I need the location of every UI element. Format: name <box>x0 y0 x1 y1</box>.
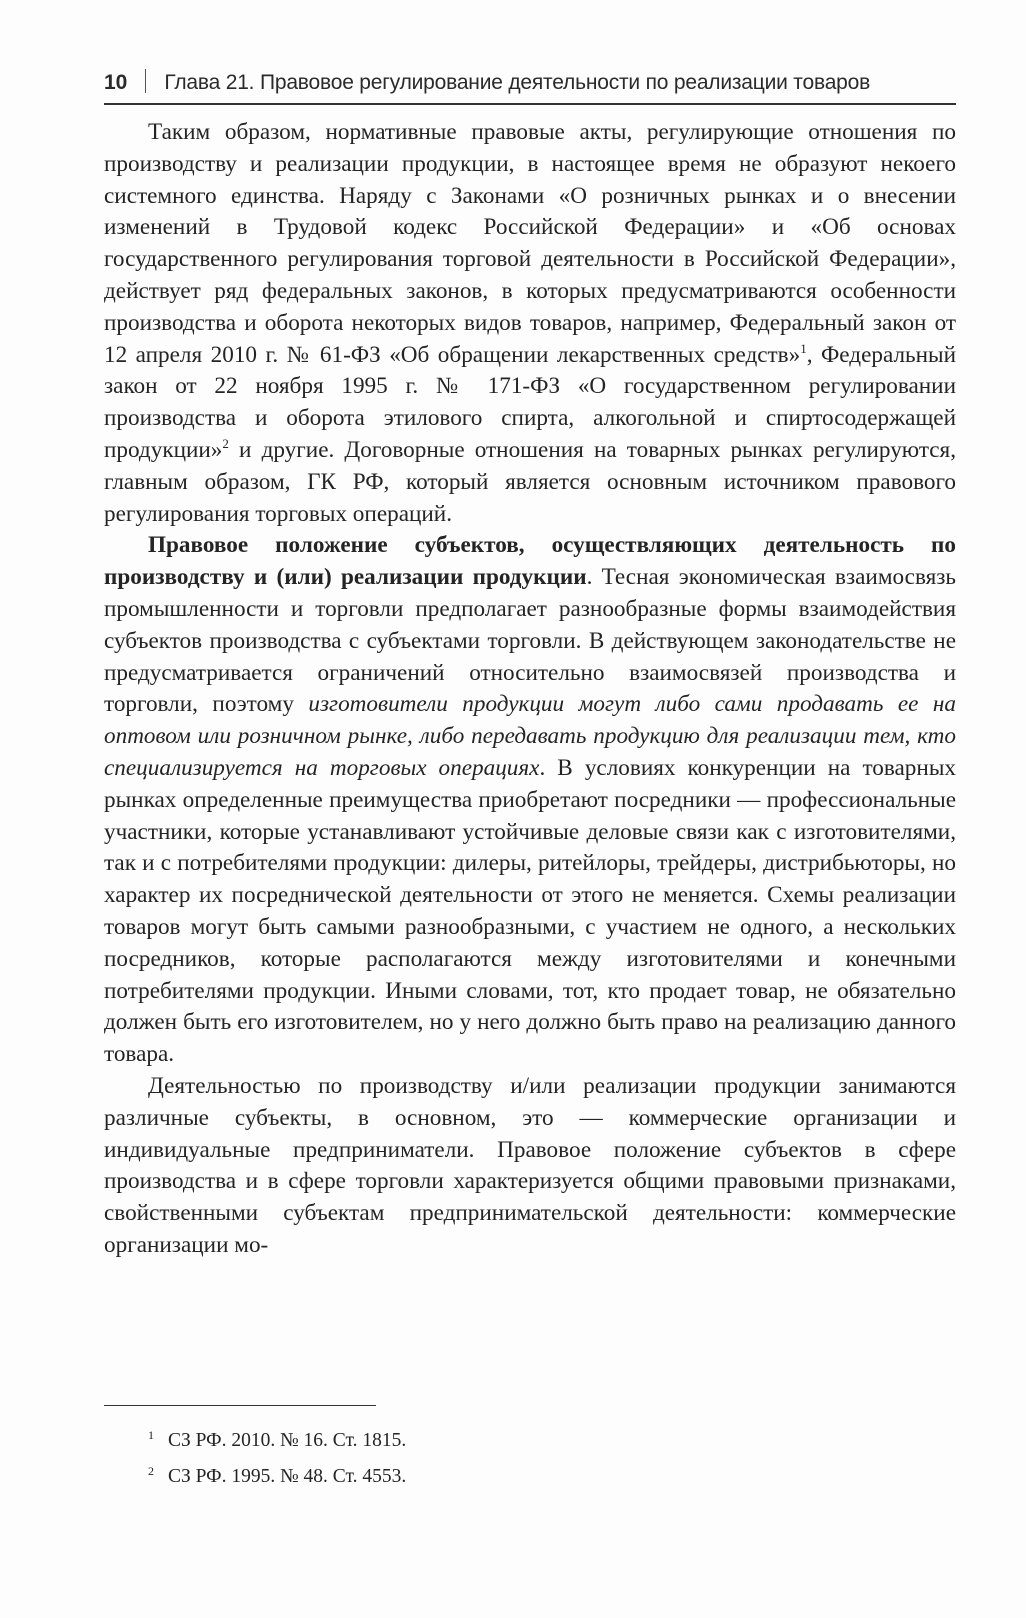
footnote-mark: 2 <box>148 1464 154 1478</box>
footnote-ref-1: 1 <box>800 340 807 356</box>
paragraph-1 <box>104 117 956 530</box>
paragraph-2-text-a: . Тесная экономическая взаимосвязь промышленности и торговли предполагает разнообразные формы взаимодействия субъектов производства с субъектами торговли. В действующем законодательстве не предусматривается ограничений относительно взаимосвязей производства и торговли, поэтому <box>104 564 957 718</box>
footnote-mark: 1 <box>148 1428 154 1442</box>
paragraph-2-bold-lead: Правовое положение субъектов, осуществляющих деятельность по производству и (или) реализации продукции <box>104 532 956 591</box>
paragraph-2 <box>104 530 956 1071</box>
main-text <box>104 117 956 1262</box>
chapter-title: Глава 21. Правовое регулирование деятельности по реализации товаров <box>164 71 871 94</box>
running-head <box>104 66 956 100</box>
footnote-rule <box>104 1405 376 1406</box>
paragraph-2-italic: изготовители продукции могут либо сами продавать ее на оптовом или розничном рынке, либо передавать продукцию для реализации тем, кто специализируется на торговых операциях <box>104 691 957 781</box>
footnote-text: СЗ РФ. 2010. № 16. Ст. 1815. <box>168 1430 407 1451</box>
footnote-1 <box>148 1420 948 1456</box>
header-rule <box>104 103 956 105</box>
page-number: 10 <box>104 71 128 94</box>
footnote-text: СЗ РФ. 1995. № 48. Ст. 4553. <box>168 1466 407 1487</box>
header-separator <box>145 69 146 93</box>
paragraph-1-text-c: и другие. Договорные отношения на товарных рынках регулируются, главным образом, ГК РФ, который является основным источником правового регулирования торговых операций. <box>104 436 956 527</box>
footnote-2 <box>148 1456 948 1492</box>
paragraph-3-text: Деятельностью по производству и/или реализации продукции занимаются различные субъекты, в основном, это — коммерческие организации и индивидуальные предприниматели. Правовое положение субъектов в сфере производства и в сфере торговли характеризуется общими правовыми признаками, свойственными субъектам предпринимательской деятельности: коммерческие организации мо- <box>104 1072 956 1258</box>
footnotes <box>148 1420 948 1492</box>
paragraph-1-text-a: Таким образом, нормативные правовые акты, регулирующие отношения по производству и реализации продукции, в настоящее время не образуют некоего системного единства. Наряду с Законами «О розничных рынках и о внесении изменений в Трудовой кодекс Российской Федерации» и «Об основах государственного регулирования торговой деятельности в Российской Федерации», действует ряд федеральных законов, в которых предусматриваются особенности производства и оборота некоторых видов товаров, например, Федеральный закон от 12 апреля 2010 г. № 61-ФЗ «Об обращении лекарственных средств» <box>104 119 956 368</box>
footnote-ref-2: 2 <box>222 435 229 451</box>
paragraph-1-text-b: , Федеральный закон от 22 ноября 1995 г. № 171-ФЗ «О государственном регулировании производства и оборота этилового спирта, алкогольной и спиртосодержащей продукции» <box>104 341 957 463</box>
paragraph-3 <box>104 1071 956 1262</box>
paragraph-2-text-b: . В условиях конкуренции на товарных рынках определенные преимущества приобретают посредники — профессиональные участники, которые устанавливают устойчивые деловые связи как с изготовителями, так и с потребителями продукции: дилеры, ритейлоры, трейдеры, дистрибьюторы, но характер их посреднической деятельности от этого не меняется. Схемы реализации товаров могут быть самыми разнообразными, с участием не одного, а нескольких посредников, которые располагаются между изготовителями и конечными потребителями продукции. Иными словами, тот, кто продает товар, не обязательно должен быть его изготовителем, но у него должно быть право на реализацию данного товара. <box>104 754 956 1068</box>
